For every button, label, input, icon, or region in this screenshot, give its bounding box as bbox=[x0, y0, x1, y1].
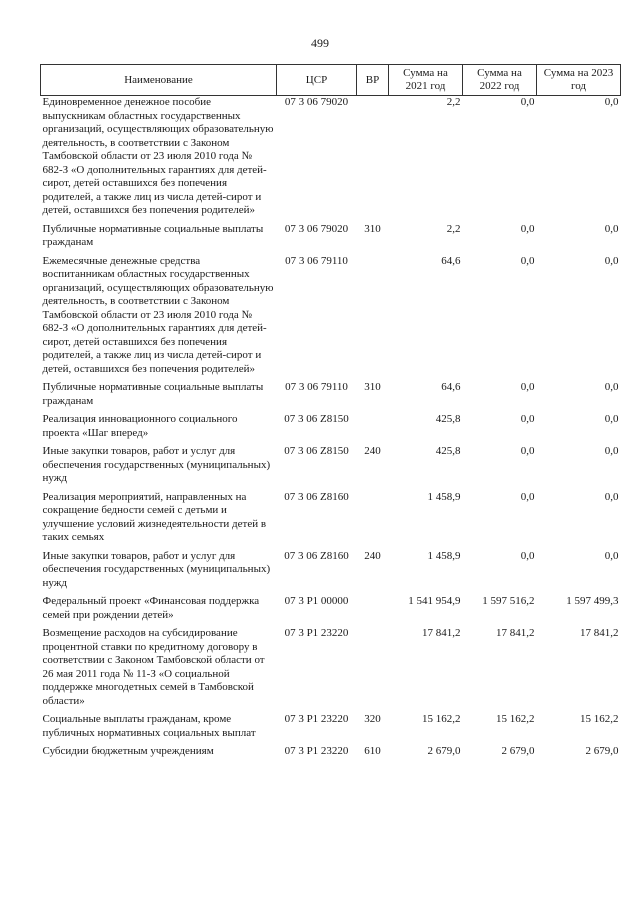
row-vr: 240 bbox=[364, 549, 381, 562]
table-row bbox=[41, 255, 621, 382]
header-name: Наименование bbox=[41, 65, 277, 96]
header-sum-2021: Сумма на 2021 год bbox=[389, 65, 463, 96]
row-name: Субсидии бюджетным учреждениям bbox=[42, 745, 214, 757]
row-name: Публичные нормативные социальные выплаты гражданам bbox=[42, 222, 264, 248]
row-name: Реализация мероприятий, направленных на сокращение бедности семей с детьми и улучшение условий жизнедеятельности детей в таких семьях bbox=[42, 490, 267, 543]
table-row bbox=[41, 381, 621, 413]
row-sum-2021: 17 841,2 bbox=[422, 627, 461, 639]
row-sum-2022: 0,0 bbox=[520, 381, 535, 393]
row-sum-2023: 0,0 bbox=[604, 549, 619, 562]
table-row bbox=[41, 445, 621, 491]
row-vr bbox=[357, 491, 389, 550]
row-sum-2023: 0,0 bbox=[604, 381, 619, 393]
budget-table bbox=[40, 64, 621, 764]
row-sum-2022: 0,0 bbox=[520, 549, 535, 562]
row-csr: 07 3 06 Z8150 bbox=[284, 445, 349, 457]
row-sum-2022: 0,0 bbox=[520, 490, 535, 503]
row-name: Ежемесячные денежные средства воспитанникам областных государственных организаций, осуществляющих образовательную деятельность, в соответствии с Законом Тамбовской области от 23 июля 2010 года № 682-З «О дополнительных гарантиях для детей-сирот, детей оставшихся без попечения родителей, а также лиц из числа детей-сирот и детей, оставшихся без попечения родителей» bbox=[42, 254, 274, 375]
row-sum-2022: 2 679,0 bbox=[501, 745, 535, 757]
header-csr: ЦСР bbox=[277, 65, 357, 96]
row-sum-2022: 0,0 bbox=[520, 254, 535, 267]
row-sum-2022: 0,0 bbox=[520, 222, 535, 235]
row-csr: 07 3 06 79110 bbox=[285, 254, 348, 267]
row-sum-2023: 15 162,2 bbox=[580, 713, 619, 725]
row-csr: 07 3 P1 00000 bbox=[284, 595, 349, 607]
row-csr: 07 3 06 Z8150 bbox=[284, 413, 349, 425]
table-row bbox=[41, 745, 621, 764]
row-name: Социальные выплаты гражданам, кроме публичных нормативных социальных выплат bbox=[42, 713, 256, 739]
row-sum-2023: 0,0 bbox=[604, 490, 619, 503]
row-name: Единовременное денежное пособие выпускникам областных государственных организаций, осуществляющих образовательную деятельность, в соответствии с Законом Тамбовской области от 23 июля 2010 года № 682-З «О дополнительных гарантиях для детей-сирот, детей оставшихся без попечения родителей, а также лиц из числа детей-сирот и детей, оставшихся без попечения родителей» bbox=[42, 96, 274, 216]
table-header-row bbox=[41, 65, 621, 96]
row-sum-2022: 15 162,2 bbox=[496, 713, 535, 725]
row-csr: 07 3 06 79020 bbox=[284, 222, 349, 235]
row-csr: 07 3 P1 23220 bbox=[284, 745, 349, 757]
row-sum-2022: 1 597 516,2 bbox=[482, 595, 535, 607]
table-row bbox=[41, 595, 621, 627]
row-sum-2021: 15 162,2 bbox=[422, 713, 461, 725]
table-row bbox=[41, 413, 621, 445]
row-name: Иные закупки товаров, работ и услуг для обеспечения государственных (муниципальных) нужд bbox=[42, 445, 271, 484]
row-csr: 07 3 06 Z8160 bbox=[284, 549, 349, 562]
row-name: Публичные нормативные социальные выплаты гражданам bbox=[42, 381, 264, 407]
row-sum-2022: 0,0 bbox=[520, 413, 535, 425]
row-sum-2021: 425,8 bbox=[435, 445, 461, 457]
row-sum-2021: 64,6 bbox=[441, 254, 461, 267]
row-csr: 07 3 06 Z8160 bbox=[284, 490, 349, 503]
row-vr bbox=[357, 255, 389, 382]
row-sum-2023: 0,0 bbox=[604, 222, 619, 235]
table-row bbox=[41, 627, 621, 713]
row-csr: 07 3 P1 23220 bbox=[284, 627, 349, 639]
row-sum-2023: 0,0 bbox=[604, 413, 619, 425]
row-csr: 07 3 P1 23220 bbox=[284, 713, 349, 725]
row-vr: 610 bbox=[364, 745, 381, 757]
header-sum-2022: Сумма на 2022 год bbox=[463, 65, 537, 96]
row-vr: 310 bbox=[364, 381, 381, 393]
row-sum-2023: 0,0 bbox=[604, 445, 619, 457]
row-vr: 320 bbox=[364, 713, 381, 725]
row-sum-2021: 2 679,0 bbox=[427, 745, 461, 757]
row-sum-2023: 0,0 bbox=[604, 254, 619, 267]
row-vr: 240 bbox=[364, 445, 381, 457]
row-vr bbox=[357, 96, 389, 223]
table-row bbox=[41, 96, 621, 223]
row-vr: 310 bbox=[364, 222, 381, 235]
row-vr bbox=[357, 627, 389, 713]
row-name: Реализация инновационного социального проекта «Шаг вперед» bbox=[42, 413, 238, 439]
page-number: 499 bbox=[311, 36, 329, 50]
row-sum-2023: 0,0 bbox=[604, 96, 619, 108]
row-sum-2021: 1 458,9 bbox=[427, 549, 461, 562]
row-csr: 07 3 06 79110 bbox=[285, 381, 348, 393]
row-sum-2023: 2 679,0 bbox=[585, 745, 619, 757]
header-sum-2023: Сумма на 2023 год bbox=[537, 65, 621, 96]
row-sum-2021: 64,6 bbox=[441, 381, 461, 393]
row-sum-2022: 0,0 bbox=[520, 96, 535, 108]
row-vr bbox=[357, 413, 389, 445]
row-sum-2023: 1 597 499,3 bbox=[566, 595, 619, 607]
row-sum-2021: 1 541 954,9 bbox=[408, 595, 461, 607]
row-name: Федеральный проект «Финансовая поддержка семей при рождении детей» bbox=[42, 595, 260, 621]
row-sum-2023: 17 841,2 bbox=[580, 627, 619, 639]
row-sum-2021: 425,8 bbox=[435, 413, 461, 425]
header-vr: ВР bbox=[357, 65, 389, 96]
row-sum-2022: 17 841,2 bbox=[496, 627, 535, 639]
row-name: Иные закупки товаров, работ и услуг для обеспечения государственных (муниципальных) нужд bbox=[42, 549, 271, 589]
table-row bbox=[41, 713, 621, 745]
table-row bbox=[41, 223, 621, 255]
row-sum-2022: 0,0 bbox=[520, 445, 535, 457]
row-sum-2021: 1 458,9 bbox=[427, 490, 461, 503]
row-sum-2021: 2,2 bbox=[446, 96, 461, 108]
table-row bbox=[41, 550, 621, 596]
row-vr bbox=[357, 595, 389, 627]
row-name: Возмещение расходов на субсидирование процентной ставки по кредитному договору в соответствии с Законом Тамбовской области от 26 мая 2011 года № 11-З «О социальной поддержке многодетных семей в Тамбовской области» bbox=[42, 627, 265, 707]
row-csr: 07 3 06 79020 bbox=[284, 96, 349, 108]
table-row bbox=[41, 491, 621, 550]
row-sum-2021: 2,2 bbox=[446, 222, 461, 235]
